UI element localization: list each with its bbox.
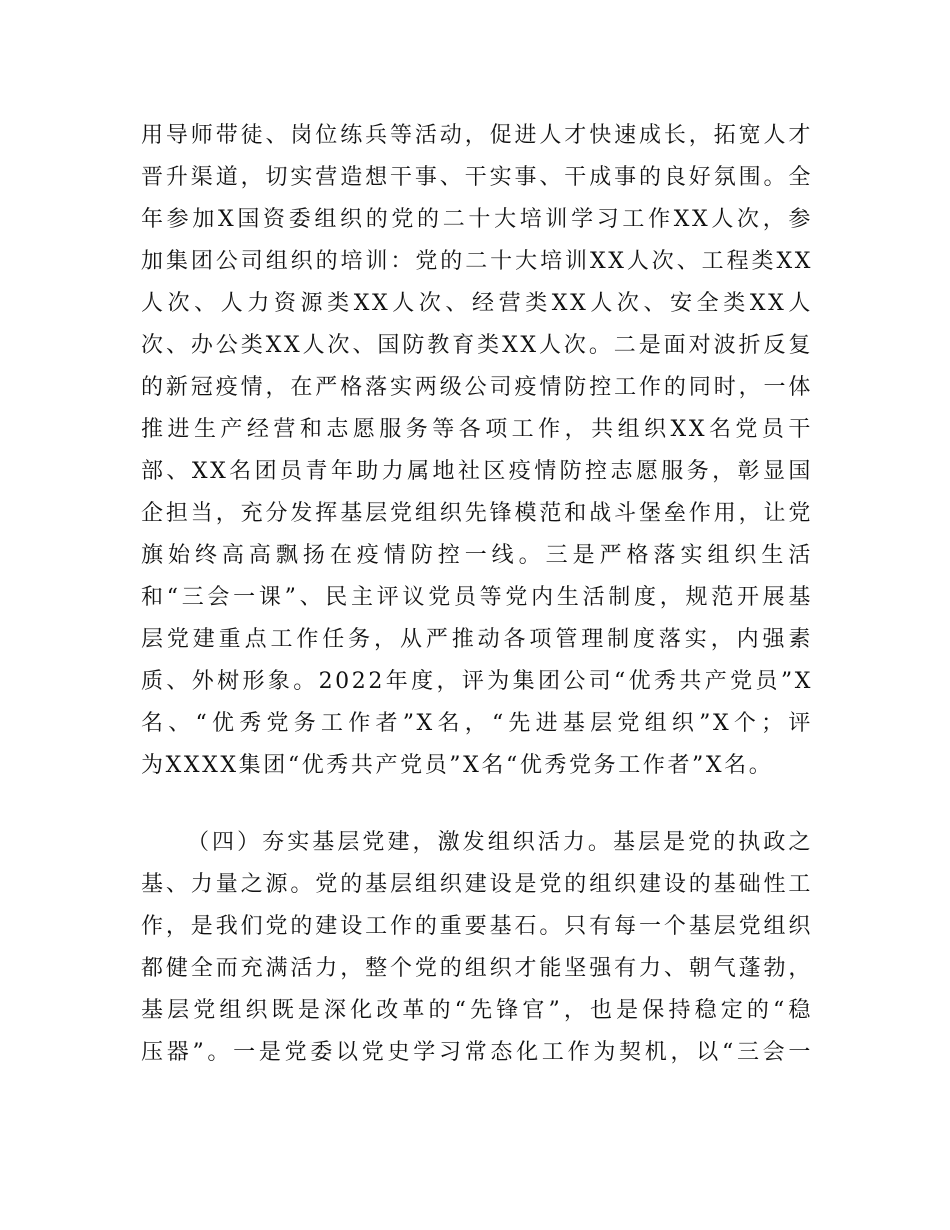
- paragraph-line: 基层党组织既是深化改革的“先锋官”，也是保持稳定的“稳: [141, 998, 813, 1023]
- paragraph-line: 推进生产经营和志愿服务等各项工作，共组织XX名党员干: [141, 417, 813, 442]
- paragraph-line: 人次、人力资源类XX人次、经营类XX人次、安全类XX人: [141, 291, 813, 316]
- paragraph-line: 次、办公类XX人次、国防教育类XX人次。二是面对波折反复: [141, 333, 813, 358]
- paragraph-line: 都健全而充满活力，整个党的组织才能坚强有力、朝气蓬勃，: [141, 956, 813, 981]
- paragraph-line: 旗始终高高飘扬在疫情防控一线。三是严格落实组织生活: [141, 543, 813, 568]
- paragraph-line: （四）夯实基层党建，激发组织活力。基层是党的执政之: [187, 830, 813, 855]
- paragraph-line: 部、XX名团员青年助力属地社区疫情防控志愿服务，彰显国: [141, 459, 813, 484]
- paragraph-line: 压器”。一是党委以党史学习常态化工作为契机，以“三会一: [141, 1040, 813, 1065]
- paragraph-line: 的新冠疫情，在严格落实两级公司疫情防控工作的同时，一体: [141, 375, 813, 400]
- paragraph-line: 作，是我们党的建设工作的重要基石。只有每一个基层党组织: [141, 914, 813, 939]
- paragraph-1: [141, 115, 813, 787]
- paragraph-line: 为XXXX集团“优秀共产党员”X名“优秀党务工作者”X名。: [141, 753, 774, 778]
- paragraph-line: 加集团公司组织的培训：党的二十大培训XX人次、工程类XX: [141, 249, 813, 274]
- paragraph-line: 和“三会一课”、民主评议党员等党内生活制度，规范开展基: [141, 585, 813, 610]
- paragraph-line: 基、力量之源。党的基层组织建设是党的组织建设的基础性工: [141, 872, 813, 897]
- paragraph-line: 名、“优秀党务工作者”X名，“先进基层党组织”X个；评: [141, 711, 813, 736]
- paragraph-2: [141, 822, 813, 1074]
- paragraph-line: 用导师带徒、岗位练兵等活动，促进人才快速成长，拓宽人才: [141, 123, 813, 148]
- paragraph-line: 质、外树形象。2022年度，评为集团公司“优秀共产党员”X: [141, 669, 813, 694]
- paragraph-line: 年参加X国资委组织的党的二十大培训学习工作XX人次，参: [141, 207, 813, 232]
- paragraph-line: 企担当，充分发挥基层党组织先锋模范和战斗堡垒作用，让党: [141, 501, 813, 526]
- paragraph-line: 晋升渠道，切实营造想干事、干实事、干成事的良好氛围。全: [141, 165, 813, 190]
- paragraph-line: 层党建重点工作任务，从严推动各项管理制度落实，内强素: [141, 627, 813, 652]
